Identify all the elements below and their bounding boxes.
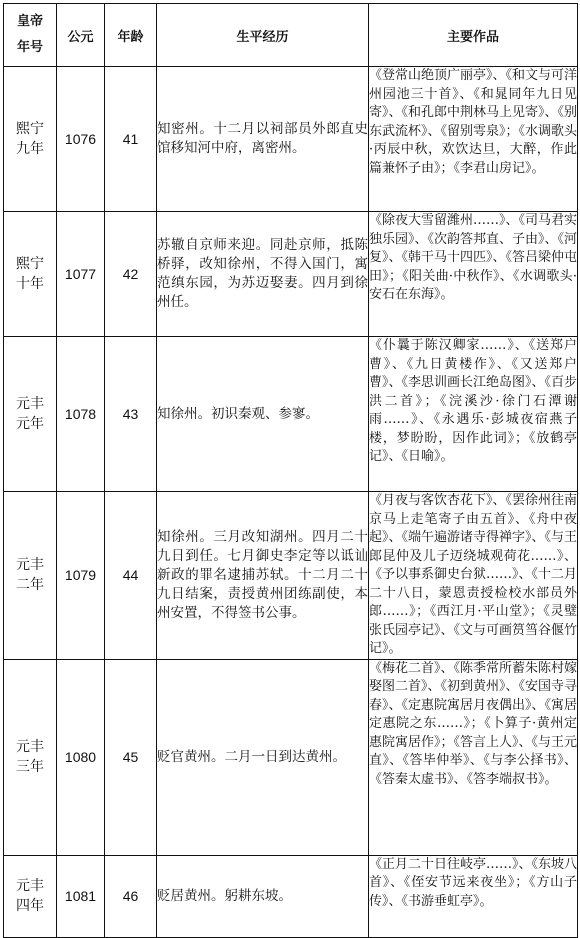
era-line1: 熙宁 <box>16 256 44 272</box>
age-cell: 44 <box>105 492 157 660</box>
year-cell: 1080 <box>57 659 105 855</box>
year-cell: 1076 <box>57 67 105 212</box>
biography-cell: 知徐州。初识秦观、参寥。 <box>157 337 369 492</box>
era-line1: 元丰 <box>16 878 44 894</box>
year-cell: 1077 <box>57 212 105 337</box>
era-cell <box>4 212 57 337</box>
era-line2: 四年 <box>16 898 44 914</box>
era-cell <box>4 855 57 937</box>
year-cell: 1081 <box>57 855 105 937</box>
table-row <box>4 492 578 660</box>
header-row <box>4 4 578 67</box>
header-biography: 生平经历 <box>157 4 369 67</box>
table-row <box>4 337 578 492</box>
header-year: 公元 <box>57 4 105 67</box>
era-cell <box>4 659 57 855</box>
age-cell: 42 <box>105 212 157 337</box>
header-emperor-line2: 年号 <box>16 40 43 55</box>
era-line1: 元丰 <box>16 739 44 755</box>
works-cell: 《梅花二首》、《陈季常所蓄朱陈村嫁娶图二首》、《初到黄州》、《安国寺寻春》、《定惠院寓居月夜偶出》、《寓居定惠院之东……》；《卜算子·黄州定惠院寓居作》；《答言上人》、《与王元直》、《答毕仲举》、《与李公择书》、《答秦太虚书》、《答李端叔书》。 <box>369 659 578 855</box>
age-cell: 43 <box>105 337 157 492</box>
era-line2: 三年 <box>16 759 44 775</box>
table-row <box>4 855 578 937</box>
table-row <box>4 659 578 855</box>
works-cell: 《除夜大雪留潍州……》、《司马君实独乐园》、《次韵答邦直、子由》、《河复》、《韩干马十四匹》、《答吕梁仲屯田》；《阳关曲·中秋作》、《水调歌头·安石在东海》。 <box>369 212 578 337</box>
age-cell: 46 <box>105 855 157 937</box>
works-cell: 《登常山绝顶广丽亭》、《和文与可洋州园池三十首》、《和晁同年九日见寄》、《和孔郎中荆林马上见寄》、《别东武流杯》、《留别雩泉》；《水调歌头·丙辰中秋，欢饮达旦，大醉，作此篇兼怀子由》；《李君山房记》。 <box>369 67 578 212</box>
works-cell: 《正月二十日往岐亭……》、《东坡八首》、《侄安节远来夜坐》；《方山子传》、《书游垂虹亭》。 <box>369 855 578 937</box>
chronology-table <box>3 3 578 938</box>
age-cell: 41 <box>105 67 157 212</box>
works-cell: 《仆曩于陈汉卿家……》、《送郑户曹》、《九日黄楼作》、《又送郑户曹》、《李思训画长江绝岛图》、《百步洪二首》；《浣溪沙·徐门石潭谢雨……》、《永遇乐·彭城夜宿燕子楼，梦盼盼，因作此词》；《放鹤亭记》、《日喻》。 <box>369 337 578 492</box>
era-cell <box>4 337 57 492</box>
era-line2: 九年 <box>16 141 44 157</box>
header-works: 主要作品 <box>369 4 578 67</box>
year-cell: 1079 <box>57 492 105 660</box>
age-cell: 45 <box>105 659 157 855</box>
era-cell <box>4 492 57 660</box>
era-line1: 元丰 <box>16 396 44 412</box>
table-row <box>4 67 578 212</box>
era-line2: 十年 <box>16 276 44 292</box>
biography-cell: 知徐州。三月改知湖州。四月二十九日到任。七月御史李定等以诋讪新政的罪名逮捕苏轼。十二月二十九日结案，责授黄州团练副使，本州安置，不得签书公事。 <box>157 492 369 660</box>
biography-cell: 知密州。十二月以祠部员外郎直史馆移知河中府，离密州。 <box>157 67 369 212</box>
year-cell: 1078 <box>57 337 105 492</box>
era-cell <box>4 67 57 212</box>
header-emperor-era <box>4 4 57 67</box>
table-row <box>4 212 578 337</box>
header-emperor-line1: 皇帝 <box>16 14 43 29</box>
era-line2: 二年 <box>16 577 44 594</box>
biography-cell: 贬居黄州。躬耕东坡。 <box>157 855 369 937</box>
header-age: 年龄 <box>105 4 157 67</box>
era-line2: 元年 <box>16 416 44 432</box>
era-line1: 元丰 <box>16 557 44 574</box>
biography-cell: 贬官黄州。二月一日到达黄州。 <box>157 659 369 855</box>
biography-cell: 苏辙自京师来迎。同赴京师，抵陈桥驿，改知徐州，不得入国门，寓范缜东园，为苏迈娶妻。四月到徐州任。 <box>157 212 369 337</box>
era-line1: 熙宁 <box>16 121 44 137</box>
works-cell: 《月夜与客饮杏花下》、《罢徐州往南京马上走笔寄子由五首》、《舟中夜起》、《端午遍游诸寺得禅字》、《与王郎昆仲及儿子迈绕城观荷花……》、《予以事系御史台狱……》、《十二月二十八日，蒙恩责授检校水部员外郎……》；《西江月·平山堂》；《灵璧张氏园亭记》、《文与可画筼筜谷偃竹记》。 <box>369 492 578 660</box>
